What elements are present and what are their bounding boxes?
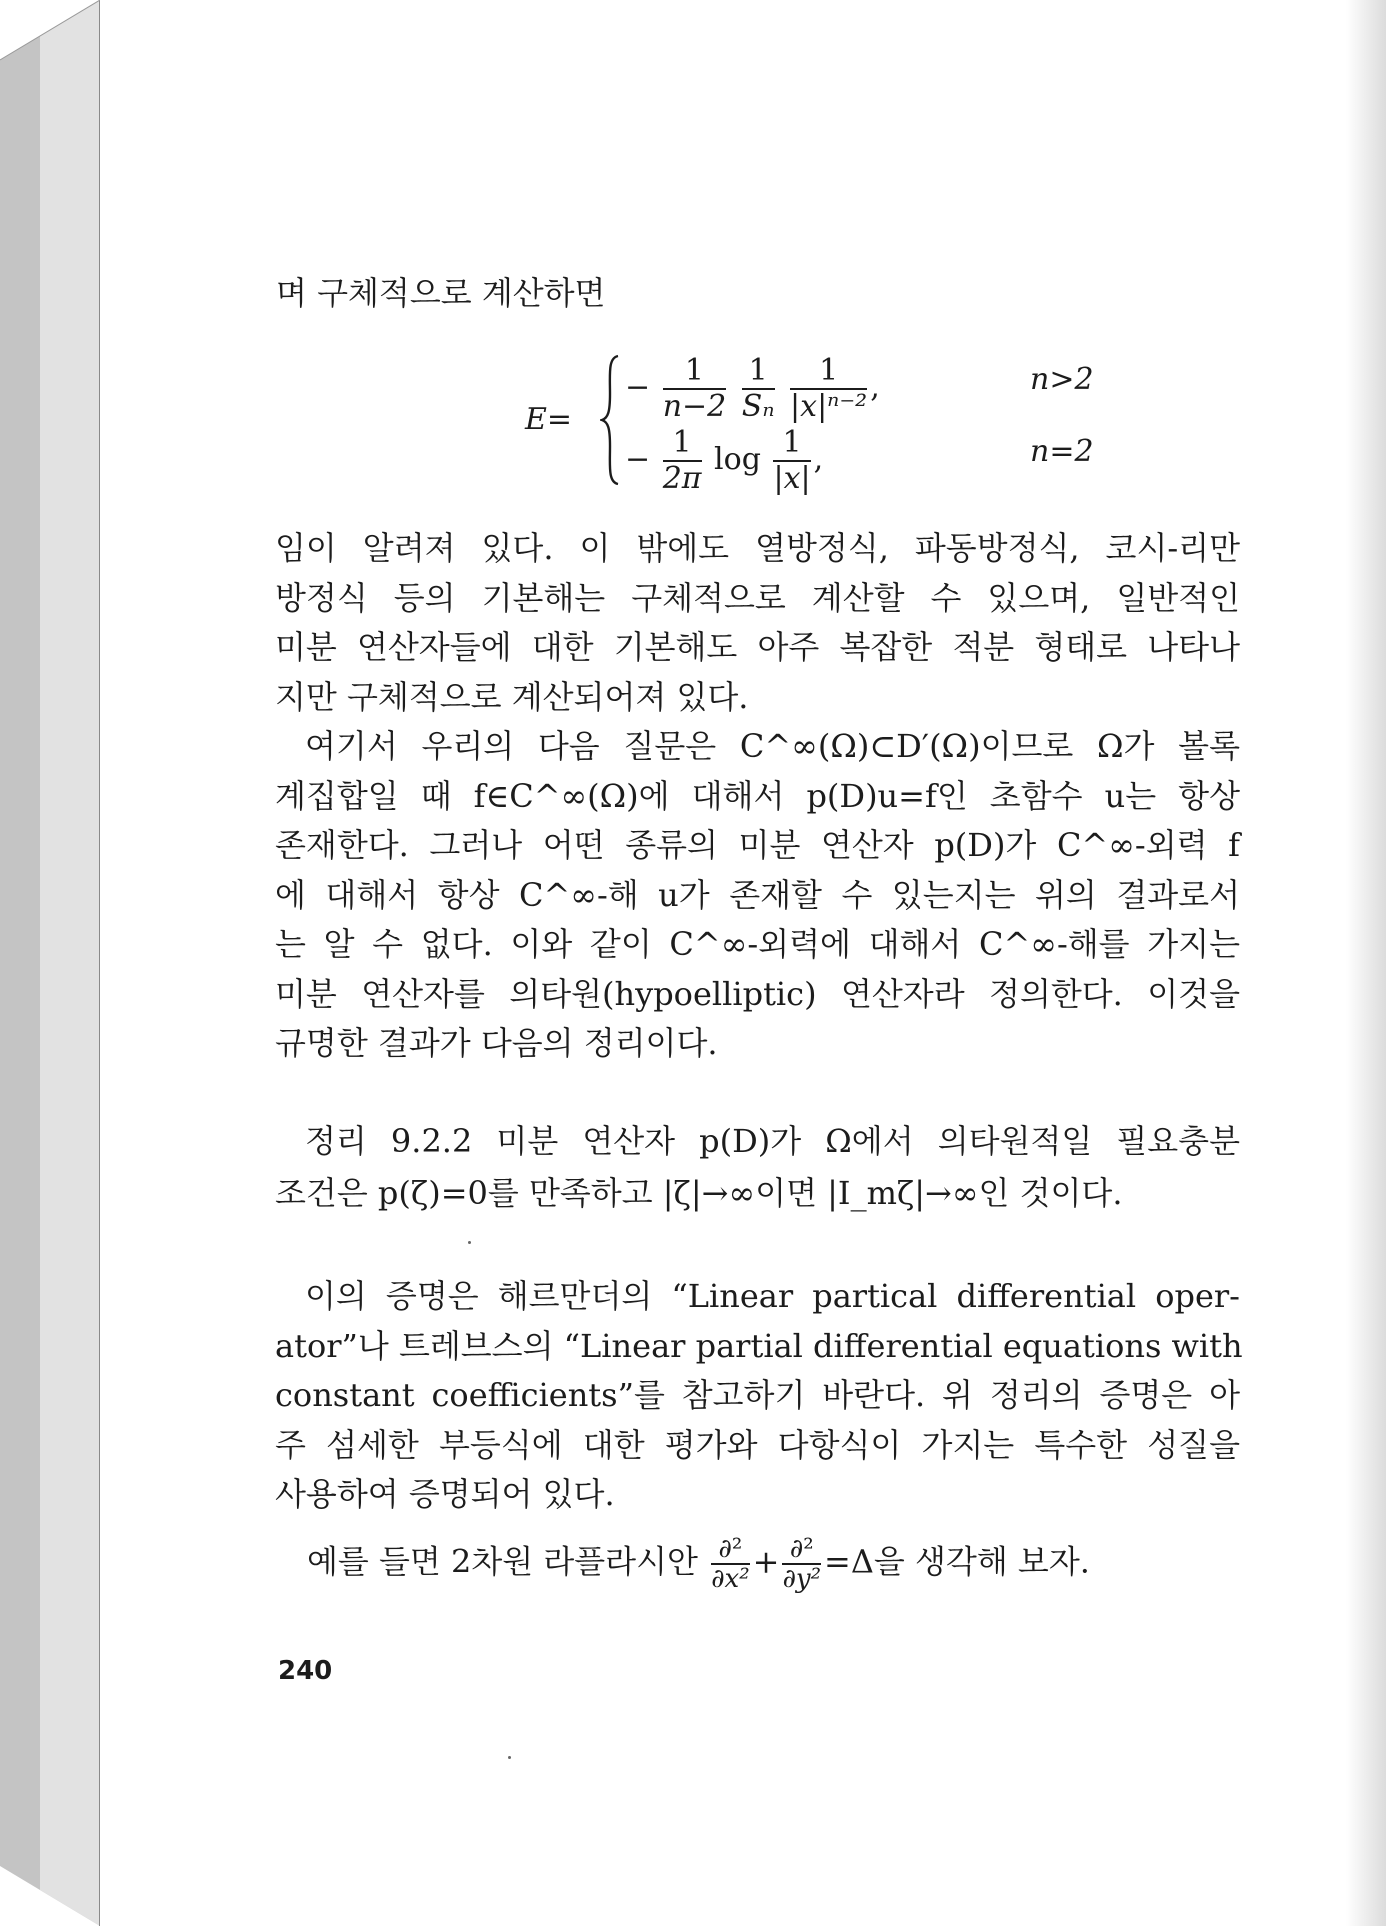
book-page — [100, 0, 1346, 1926]
condition-1: n>2 — [1030, 362, 1094, 397]
log-operator: log — [714, 442, 761, 477]
denominator: ∂y² — [782, 1564, 821, 1594]
text-line: 임이 알려져 있다. 이 밖에도 열방정식, 파동방정식, 코시-리만 — [275, 529, 1240, 567]
text-line: 주 섬세한 부등식에 대한 평가와 다항식이 가지는 특수한 성질을 — [275, 1425, 1240, 1464]
denominator: n−2 — [662, 389, 727, 424]
comma: , — [870, 370, 880, 405]
speck — [468, 1241, 471, 1244]
fraction — [742, 354, 775, 424]
example-text: 예를 들면 2차원 라플라시안 — [307, 1542, 709, 1581]
denominator: |x|ⁿ⁻² — [790, 389, 868, 424]
text-line: 에 대해서 항상 C^∞-해 u가 존재할 수 있는지는 위의 결과로서 — [275, 875, 1240, 914]
minus-sign: − — [625, 442, 651, 477]
numerator: 1 — [742, 354, 775, 390]
fraction — [782, 1535, 821, 1593]
paragraph-1 — [275, 524, 1240, 722]
condition-2: n=2 — [1030, 434, 1094, 469]
case-row-1 — [625, 354, 880, 424]
book-spine — [0, 0, 100, 1926]
text-line: 이의 증명은 해르만더의 “Linear partical differential oper- — [305, 1277, 1240, 1315]
lead-line: 며 구체적으로 계산하면 — [276, 274, 606, 312]
paragraph-3 — [275, 1272, 1243, 1520]
example-text: =Δ을 생각해 보자. — [824, 1542, 1090, 1581]
text-line: 사용하여 증명되어 있다. — [275, 1475, 615, 1513]
numerator: 1 — [773, 426, 810, 462]
left-brace — [600, 354, 620, 486]
theorem-line: 조건은 p(ζ)=0를 만족하고 |ζ|→∞이면 |I_mζ|→∞인 것이다. — [275, 1174, 1123, 1212]
numerator: 1 — [663, 354, 727, 390]
speck — [508, 1756, 511, 1759]
text-line: constant coefficients”를 참고하기 바란다. 위 정리의 증명은 아 — [275, 1376, 1240, 1414]
numerator: 1 — [663, 426, 702, 462]
case-row-2 — [625, 426, 823, 496]
text-line: 미분 연산자들에 대한 기본해도 아주 복잡한 적분 형태로 나타나 — [275, 628, 1240, 666]
comma: , — [813, 442, 824, 477]
plus-sign: + — [752, 1542, 780, 1581]
denominator: |x| — [773, 461, 811, 496]
fraction — [773, 426, 810, 496]
text-line: 존재한다. 그러나 어떤 종류의 미분 연산자 p(D)가 C^∞-외력 f — [275, 826, 1240, 864]
page-edge-shadow — [1346, 0, 1386, 1926]
formula-lhs: E= — [525, 402, 573, 437]
fraction — [790, 354, 867, 424]
text-line: 계집합일 때 f∈C^∞(Ω)에 대해서 p(D)u=f인 초함수 u는 항상 — [275, 776, 1240, 815]
laplacian-example — [307, 1535, 1090, 1593]
fraction — [663, 426, 702, 496]
fundamental-solution-formula — [525, 353, 1145, 496]
text-line: 여기서 우리의 다음 질문은 C^∞(Ω)⊂D′(Ω)이므로 Ω가 볼록 — [305, 727, 1240, 765]
denominator: Sₙ — [741, 389, 775, 424]
text-line: 는 알 수 없다. 이와 같이 C^∞-외력에 대해서 C^∞-해를 가지는 — [275, 925, 1240, 963]
paragraph-2 — [275, 722, 1240, 1069]
theorem-line: 정리 9.2.2 미분 연산자 p(D)가 Ω에서 의타원적일 필요충분 — [305, 1122, 1240, 1160]
theorem-9-2-2 — [275, 1115, 1240, 1219]
numerator: ∂² — [711, 1535, 750, 1565]
text-line: 방정식 등의 기본해는 구체적으로 계산할 수 있으며, 일반적인 — [275, 578, 1240, 617]
fraction — [711, 1535, 750, 1593]
page-number: 240 — [278, 1656, 333, 1686]
text-line: ator”나 트레브스의 “Linear partial differential equations with — [275, 1326, 1243, 1365]
numerator: 1 — [790, 354, 867, 390]
minus-sign: − — [625, 370, 651, 405]
text-line: 미분 연산자를 의타원(hypoelliptic) 연산자라 정의한다. 이것을 — [275, 974, 1240, 1013]
numerator: ∂² — [782, 1535, 821, 1565]
denominator: 2π — [662, 461, 702, 496]
denominator: ∂x² — [711, 1564, 750, 1594]
fraction — [663, 354, 727, 424]
text-line: 규명한 결과가 다음의 정리이다. — [275, 1024, 718, 1062]
text-line: 지만 구체적으로 계산되어져 있다. — [275, 677, 749, 716]
